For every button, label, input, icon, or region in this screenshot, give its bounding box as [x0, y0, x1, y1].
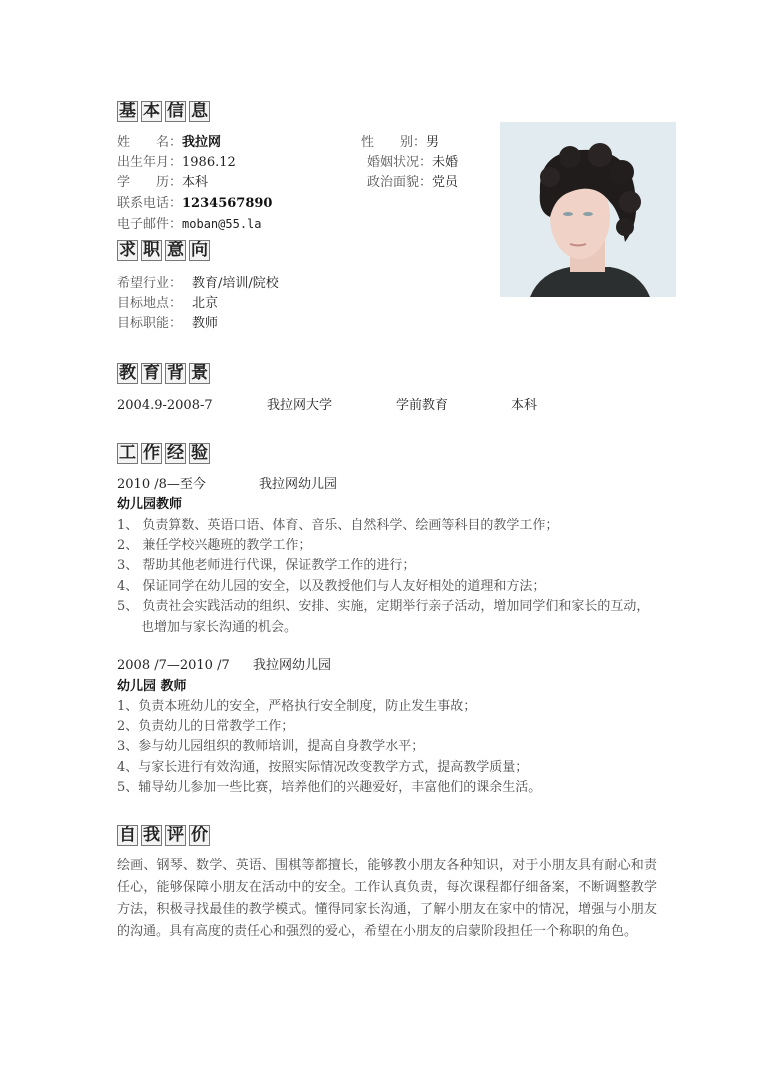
edu-school: 我拉网大学 — [267, 398, 333, 413]
job1-duty: 2、 兼任学校兴趣班的教学工作； — [117, 538, 312, 553]
heading-char: 基 — [119, 101, 136, 121]
phone-value: 1234567890 — [182, 196, 273, 211]
name-label: 姓 名： — [117, 135, 183, 150]
political-value: 党员 — [432, 175, 459, 190]
marital-value: 未婚 — [432, 155, 459, 170]
degree-row — [117, 173, 208, 193]
location-label: 目标地点： — [117, 296, 183, 311]
industry-row — [117, 274, 279, 294]
heading-char: 职 — [143, 240, 160, 260]
job1-role: 幼儿园教师 — [117, 497, 183, 512]
political-row — [367, 173, 458, 193]
heading-char: 教 — [119, 363, 136, 383]
phone-row — [117, 194, 272, 214]
job2-duty: 5、辅导幼儿参加一些比赛，培养他们的兴趣爱好，丰富他们的课余生活。 — [117, 780, 542, 795]
job2-duty: 1、负责本班幼儿的安全，严格执行安全制度，防止发生事故； — [117, 699, 477, 714]
heading-char: 工 — [119, 443, 136, 463]
position-row — [117, 314, 218, 334]
job1-duty: 5、 负责社会实践活动的组织、安排、实施，定期举行亲子活动，增加同学们和家长的互动， — [117, 599, 650, 614]
gender-row — [361, 133, 439, 153]
marital-label: 婚姻状况： — [367, 155, 433, 170]
edu-period: 2004.9-2008-7 — [117, 398, 213, 413]
email-row — [117, 214, 262, 235]
name-row — [117, 133, 221, 153]
portrait-image — [500, 122, 676, 297]
job1-duty: 1、 负责算数、英语口语、体育、音乐、自然科学、绘画等科目的教学工作； — [117, 518, 559, 533]
job1-company: 我拉网幼儿园 — [259, 477, 338, 492]
degree-value: 本科 — [182, 175, 209, 190]
section-heading-basic-info — [117, 101, 210, 122]
section-heading-self-eval — [117, 825, 210, 846]
edu-major: 学前教育 — [396, 398, 449, 413]
marital-row — [367, 153, 458, 173]
section-heading-education — [117, 363, 210, 384]
heading-char: 息 — [191, 101, 208, 121]
self-evaluation-text: 绘画、钢琴、数学、英语、围棋等都擅长，能够教小朋友各种知识，对于小朋友具有耐心和责任心，能够保障小朋友在活动中的安全。工作认真负责，每次课程都仔细备案，不断调整教学方法，积极寻找最佳的教学模式。懂得同家长沟通，了解小朋友在家中的情况，增强与小朋友的沟通。具有高度的责任心和强烈的爱心，希望在小朋友的启蒙阶段担任一个称职的角色。 — [117, 858, 657, 939]
profile-photo — [500, 122, 676, 297]
job1-duty: 3、 帮助其他老师进行代课，保证教学工作的进行； — [117, 558, 416, 573]
position-value: 教师 — [192, 316, 219, 331]
degree-label: 学 历： — [117, 175, 183, 190]
heading-char: 背 — [167, 363, 184, 383]
position-label: 目标职能： — [117, 316, 183, 331]
heading-char: 价 — [191, 825, 208, 845]
job1-duty: 4、 保证同学在幼儿园的安全，以及教授他们与人友好相处的道理和方法； — [117, 579, 546, 594]
industry-label: 希望行业： — [117, 276, 183, 291]
heading-char: 育 — [143, 363, 160, 383]
section-heading-work — [117, 443, 210, 464]
location-value: 北京 — [192, 296, 219, 311]
industry-value: 教育/培训/院校 — [192, 276, 279, 291]
birth-label: 出生年月： — [117, 155, 183, 170]
birth-value: 1986.12 — [182, 155, 236, 170]
heading-char: 经 — [167, 443, 184, 463]
email-label: 电子邮件： — [117, 217, 183, 232]
birth-row — [117, 153, 236, 173]
phone-label: 联系电话： — [117, 196, 183, 211]
name-value: 我拉网 — [182, 135, 222, 150]
job2-role: 幼儿园 教师 — [117, 679, 187, 694]
heading-char: 意 — [167, 240, 184, 260]
heading-char: 自 — [119, 825, 136, 845]
job2-company: 我拉网幼儿园 — [253, 658, 332, 673]
heading-char: 本 — [143, 101, 160, 121]
job2-duty: 4、与家长进行有效沟通，按照实际情况改变教学方式，提高教学质量； — [117, 760, 529, 775]
job1-period: 2010 /8—至今 — [117, 477, 206, 492]
job2-duty: 2、负责幼儿的日常教学工作； — [117, 719, 295, 734]
location-row — [117, 294, 218, 314]
heading-char: 信 — [167, 101, 184, 121]
heading-char: 作 — [143, 443, 160, 463]
heading-char: 我 — [143, 825, 160, 845]
email-value: moban@55.la — [182, 217, 262, 231]
heading-char: 向 — [191, 240, 208, 260]
gender-value: 男 — [426, 135, 440, 150]
job1-duty: 也增加与家长沟通的机会。 — [141, 620, 298, 635]
section-heading-job-intention — [117, 240, 210, 261]
heading-char: 景 — [191, 363, 208, 383]
heading-char: 验 — [191, 443, 208, 463]
heading-char: 求 — [119, 240, 136, 260]
heading-char: 评 — [167, 825, 184, 845]
edu-degree: 本科 — [511, 398, 538, 413]
gender-label: 性 别： — [361, 135, 427, 150]
job2-period: 2008 /7—2010 /7 — [117, 658, 230, 673]
political-label: 政治面貌： — [367, 175, 433, 190]
job2-duty: 3、参与幼儿园组织的教师培训，提高自身教学水平； — [117, 739, 425, 754]
